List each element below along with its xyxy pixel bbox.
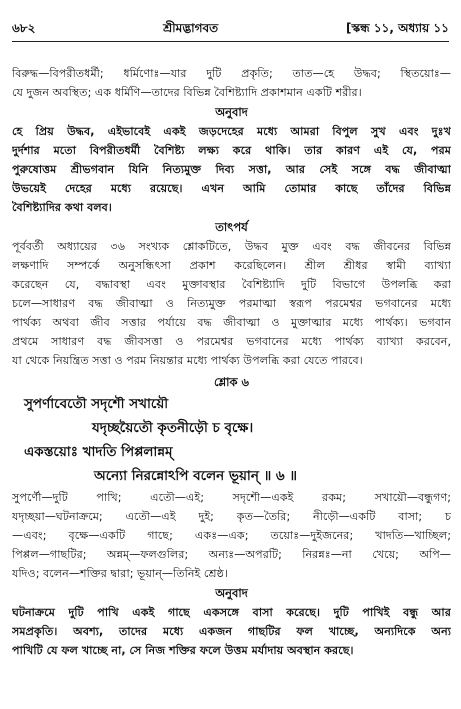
text-line: সুপর্ণৌ—দুটি পাখি; এতৌ—এই; সদৃশৌ—একই রকম; সখায়ৌ—বন্ধুগণ; [12, 491, 451, 504]
verse-line: অন্যো নিরন্নোঽপি বলেন ভূয়ান্ ॥ ৬ ॥ [94, 468, 298, 484]
text-line: চলে—সাধারণ বদ্ধ জীবাত্মা ও নিত্যমুক্ত পরমাত্মা স্বরূপ পরমেশ্বর ভগবানের মধ্যে [12, 297, 451, 310]
text-line: পার্থক্য অথবা জীব সত্তার পর্যায়ে বদ্ধ জীবাত্মা ও মুক্তাত্মার মধ্যে পার্থক্য। ভগবান [12, 316, 451, 329]
translation-section-2 [12, 603, 451, 660]
text-line: যে দুজন অবস্থিত; এক ধর্মিণি—তাদের বিভিন্ন বৈশিষ্ট্যাদি প্রকাশমান একটি শরীর। [12, 86, 362, 99]
translation-heading: অনুবাদ [215, 105, 248, 119]
text-line: সমপ্রকৃতি। অবশ্য, তাদের মধ্যে একজন গাছটির ফল খাচ্ছে, অন্যদিকে অন্য [12, 625, 451, 638]
text-line: যদিও; বলেন—শক্তির দ্বারা; ভূয়ান্—তিনিই শ্রেষ্ঠ। [12, 567, 228, 580]
verse-section [12, 392, 451, 488]
verse-line: একস্তয়োঃ খাদতি পিপ্পলান্নম্ [24, 444, 173, 460]
page-content [12, 64, 451, 660]
page-number: ৬৮২ [12, 21, 36, 35]
text-line: উভয়েই দেহের মধ্যে রয়েছে। এখন আমি তোমার কাছে তাঁদের বিভিন্ন [12, 182, 451, 195]
verse-line: সুপর্ণাবেতৌ সদৃশৌ সখায়ৌ [24, 396, 169, 412]
text-line: —এবং; বৃক্ষে—একটি গাছে; একঃ—এক; তয়োঃ—দুইজনের; খাদতি—খাচ্ছিল; [12, 529, 451, 542]
page-header [12, 18, 449, 40]
verse-line: যদৃচ্ছয়ৈতৌ কৃতনীড়ৌ চ বৃক্ষে। [92, 420, 254, 436]
text-line: ঘটনাক্রমে দুটি পাখি একই গাছে একসঙ্গে বাসা করেছে। দুটি পাখিই বন্ধু আর [12, 606, 451, 619]
text-line: পিপ্পল—গাছটির; অন্নম্—ফলগুলির; অন্যঃ—অপরটি; নিরন্নঃ—না খেয়ে; অপি— [12, 548, 451, 561]
translation-section-1 [12, 122, 451, 217]
text-line: পুরুষোত্তম শ্রীভগবান যিনি নিত্যমুক্ত দিব্য সত্তা, আর সেই সঙ্গে বদ্ধ জীবাত্মা [12, 163, 451, 176]
text-line: বৈশিষ্ট্যাদির কথা বলব। [12, 201, 112, 214]
text-line: যা থেকে নিয়ন্ত্রিত সত্তা ও পরম নিয়ন্তার মধ্যে পার্থক্য উপলব্ধি করা যেতে পারবে। [12, 354, 363, 367]
book-title: শ্রীমদ্ভাগবত [163, 21, 219, 35]
word-meanings-section-2 [12, 488, 451, 583]
text-line: করেছেন যে, বদ্ধাবস্থা এবং মুক্তাবস্থার বৈশিষ্ট্যাদি দুটি বিভাগে উপলব্ধি করা [12, 278, 451, 291]
header-rule [12, 41, 449, 42]
text-line: দুর্দশার মতো বিপরীতধর্মী বৈশিষ্ট্য লক্ষ্য করে থাকি। তার কারণ এই যে, পরম [12, 144, 451, 157]
text-line: লক্ষণাদি সম্পর্কে অনুসন্ধিৎসা প্রকাশ করেছিলেন। শ্রীল শ্রীধর স্বামী ব্যাখ্যা [12, 259, 451, 272]
text-line: পূর্ববর্তী অধ্যায়ের ৩৬ সংখ্যক শ্লোকটিতে, উদ্ধব মুক্ত এবং বদ্ধ জীবনের বিভিন্ন [12, 240, 451, 253]
purport-section [12, 237, 451, 370]
text-line: পাখিটি যে ফল খাচ্ছে না, সে নিজ শক্তির ফলে উত্তম মর্যাদায় অবস্থান করছে। [12, 644, 354, 657]
text-line: প্রথমে সাধারণ বদ্ধ জীবসত্তা ও পরমেশ্বর ভগবানের মধ্যে পার্থক্য ব্যাখ্যা করবেন, [12, 335, 451, 348]
verse-heading: শ্লোক ৬ [213, 375, 250, 389]
text-line: হে প্রিয় উদ্ধব, এইভাবেই একই জড়দেহের মধ্যে আমরা বিপুল সুখ এবং দুঃখ [12, 125, 451, 138]
purport-heading: তাৎপর্য [215, 220, 248, 234]
word-meanings-section-1 [12, 64, 451, 102]
translation-heading-2: অনুবাদ [215, 586, 248, 600]
text-line: বিরুদ্ধ—বিপরীতধর্মী; ধর্মিণোঃ—যার দুটি প্রকৃতি; তাত—হে উদ্ধব; স্থিতয়োঃ— [12, 67, 451, 80]
chapter-reference: [স্কন্ধ ১১, অধ্যায় ১১ [345, 21, 449, 35]
text-line: যদৃচ্ছয়া—ঘটনাক্রমে; এতৌ—এই দুই; কৃত—তৈরি; নীড়ৌ—একটি বাসা; চ [12, 510, 451, 523]
